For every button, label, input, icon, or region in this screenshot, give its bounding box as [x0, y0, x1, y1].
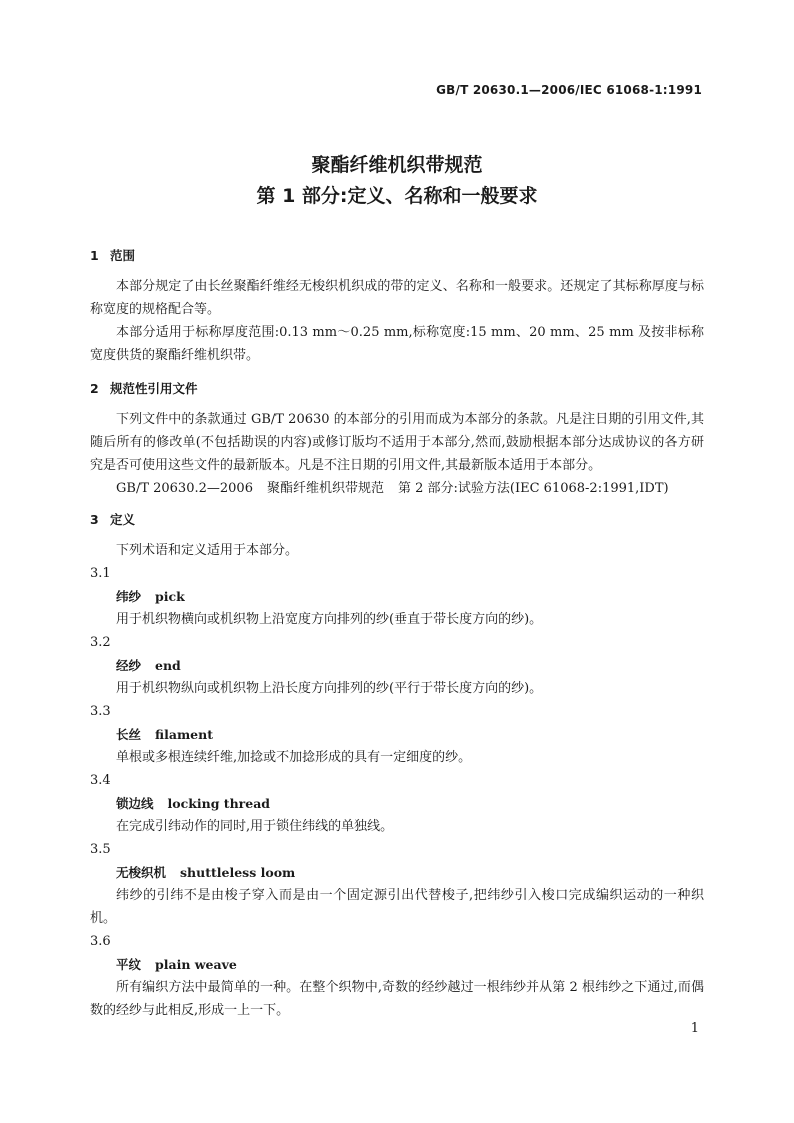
- document-subtitle: 第 1 部分:定义、名称和一般要求: [256, 185, 538, 207]
- paragraph: 本部分适用于标称厚度范围:0.13 mm～0.25 mm,标称宽度:15 mm、20 mm、25 mm 及按非标称宽度供货的聚酯纤维机织带。: [90, 325, 704, 363]
- term-en: filament: [155, 727, 213, 742]
- section-heading: 3 定义: [90, 512, 136, 527]
- term-en: pick: [155, 589, 185, 604]
- term-en: plain weave: [155, 957, 237, 972]
- term-zh: 平纹: [116, 957, 142, 972]
- term-zh: 长丝: [116, 727, 142, 742]
- term-definition: 单根或多根连续纤维,加捻或不加捻形成的具有一定细度的纱。: [116, 750, 472, 765]
- term-zh: 无梭织机: [116, 865, 167, 880]
- term-zh: 纬纱: [116, 589, 142, 604]
- term-entry: [90, 769, 704, 838]
- term-number: 3.5: [90, 842, 111, 857]
- term-entry: [90, 631, 704, 700]
- page-number: 1: [690, 1021, 699, 1036]
- paragraph: 本部分规定了由长丝聚酯纤维经无梭织机织成的带的定义、名称和一般要求。还规定了其标称厚度与标称宽度的规格配合等。: [90, 279, 704, 317]
- term-number: 3.3: [90, 704, 111, 719]
- term-zh: 锁边线: [116, 796, 154, 811]
- document-title: 聚酯纤维机织带规范: [311, 154, 483, 176]
- term-zh: 经纱: [116, 658, 142, 673]
- term-en: shuttleless loom: [180, 865, 296, 880]
- term-definition: 所有编织方法中最简单的一种。在整个织物中,奇数的经纱越过一根纬纱并从第 2 根纬纱之下通过,而偶数的经纱与此相反,形成一上一下。: [90, 980, 704, 1018]
- section-heading: 1 范围: [90, 248, 136, 263]
- term-number: 3.4: [90, 773, 111, 788]
- term-entry: [90, 562, 704, 631]
- standard-number: GB/T 20630.1—2006/IEC 61068-1:1991: [436, 83, 702, 97]
- term-en: locking thread: [167, 796, 271, 811]
- term-definition: 用于机织物横向或机织物上沿宽度方向排列的纱(垂直于带长度方向的纱)。: [116, 612, 543, 627]
- term-definition: 纬纱的引纬不是由梭子穿入而是由一个固定源引出代替梭子,把纬纱引入梭口完成编织运动的一种织机。: [90, 888, 704, 926]
- paragraph: 下列术语和定义适用于本部分。: [116, 543, 299, 558]
- term-number: 3.6: [90, 934, 111, 949]
- term-entry: [90, 930, 704, 1022]
- term-definition: 在完成引纬动作的同时,用于锁住纬线的单独线。: [116, 819, 394, 834]
- term-number: 3.1: [90, 566, 111, 581]
- paragraph: 下列文件中的条款通过 GB/T 20630 的本部分的引用而成为本部分的条款。凡是注日期的引用文件,其随后所有的修改单(不包括勘误的内容)或修订版均不适用于本部分,然而,鼓励根据本部分达成协议的各方研究是否可使用这些文件的最新版本。凡是不注日期的引用文件,其最新版本适用于本部分。: [90, 412, 704, 473]
- section-heading: 2 规范性引用文件: [90, 381, 198, 396]
- term-definition: 用于机织物纵向或机织物上沿长度方向排列的纱(平行于带长度方向的纱)。: [116, 681, 543, 696]
- term-number: 3.2: [90, 635, 111, 650]
- document-body: [90, 244, 704, 1022]
- term-entry: [90, 700, 704, 769]
- term-entry: [90, 838, 704, 930]
- normative-reference: GB/T 20630.2—2006 聚酯纤维机织带规范 第 2 部分:试验方法(IEC 61068-2:1991,IDT): [116, 481, 669, 496]
- term-en: end: [155, 658, 181, 673]
